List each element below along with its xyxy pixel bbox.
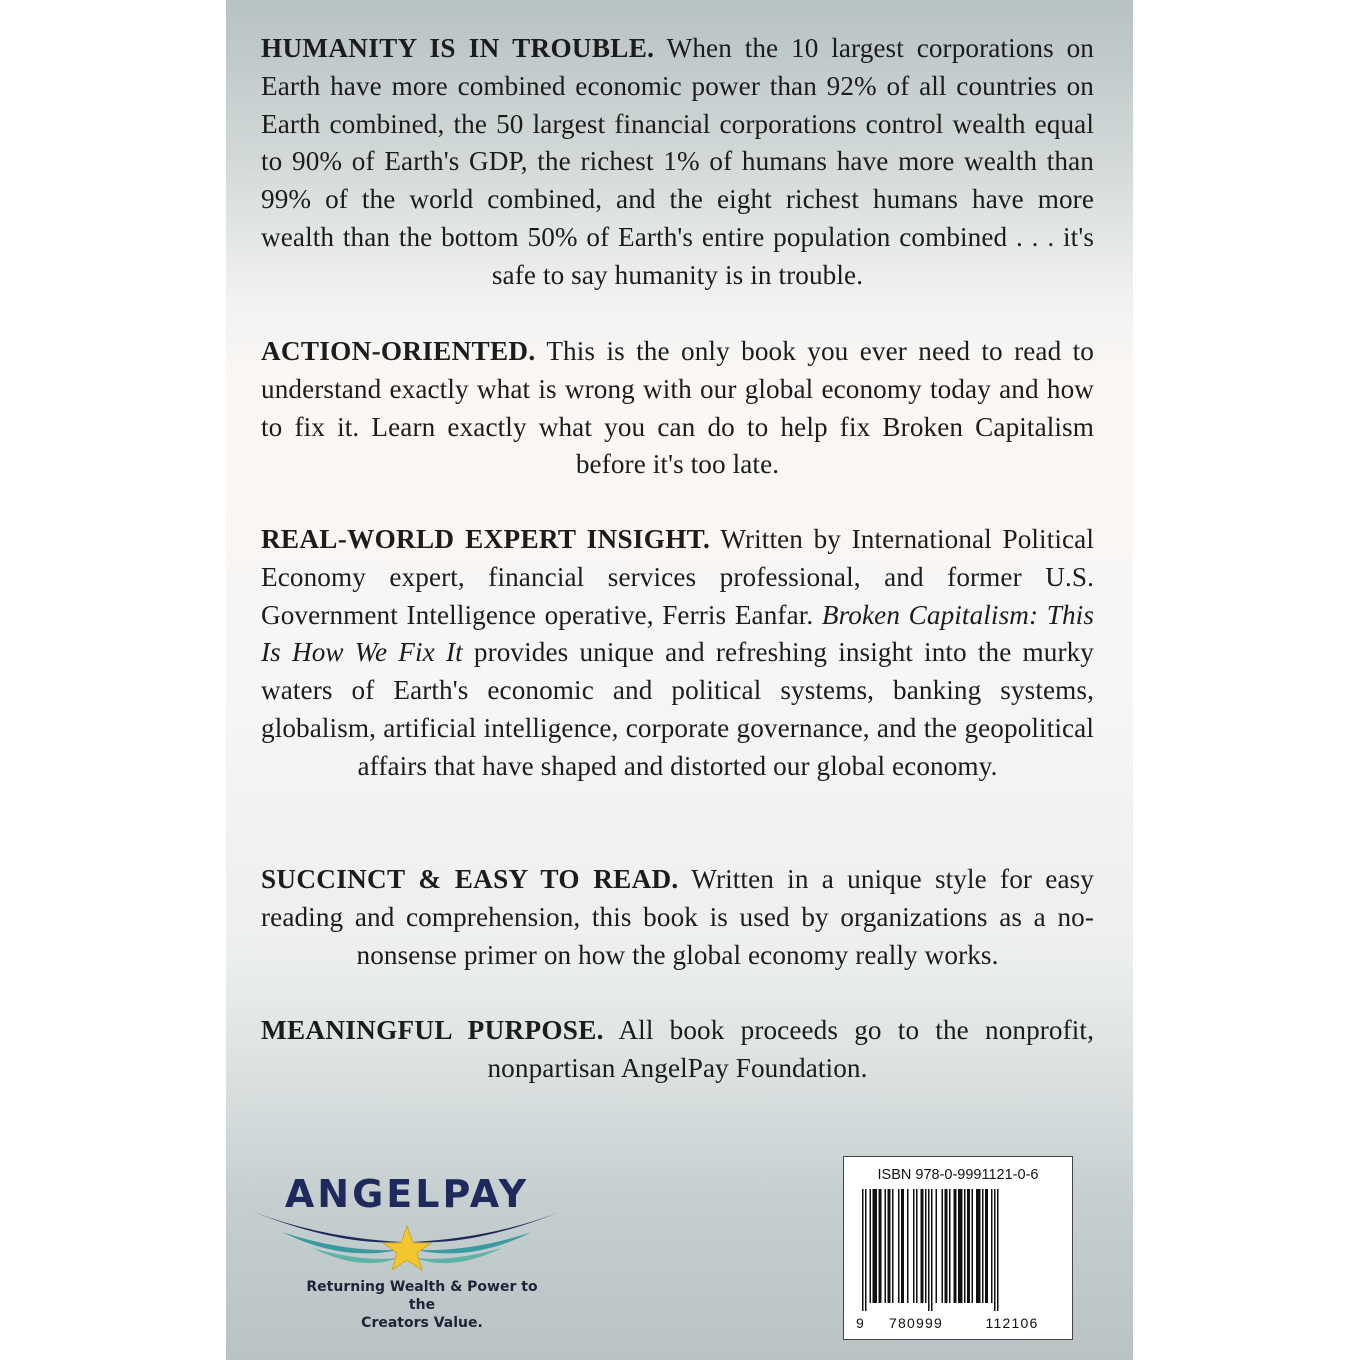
barcode-bar (892, 1189, 894, 1303)
book-back-cover (226, 0, 1133, 1360)
paragraph-humanity (261, 30, 1094, 295)
barcode-bar (958, 1189, 963, 1303)
barcode-bar (898, 1189, 900, 1303)
logo-tagline (292, 1278, 552, 1332)
barcode-bar (976, 1189, 981, 1303)
paragraph-succinct (261, 861, 1094, 974)
barcode-bar (913, 1189, 915, 1303)
barcode-bar (982, 1189, 984, 1303)
barcode-bar (994, 1189, 996, 1311)
barcode-digits-left: 780999 (889, 1315, 943, 1331)
barcode-bars (858, 1189, 1058, 1311)
heading-expert: REAL-WORLD EXPERT INSIGHT. (261, 524, 711, 554)
tagline-line-2: Creators Value. (361, 1315, 483, 1331)
star-icon (383, 1226, 431, 1270)
isbn-label: ISBN 978-0-9991121-0-6 (877, 1167, 1039, 1183)
barcode-bar (907, 1189, 909, 1303)
barcode-bar (885, 1189, 887, 1303)
tagline-line-1: Returning Wealth & Power to the (306, 1279, 538, 1313)
body-expert-after: provides unique and refreshing insight into the murky waters of Earth's economic and political systems, banking systems, globalism, artificial intelligence, corporate governance, and the geopolitical affairs that have shaped and distorted our global economy. (261, 637, 1094, 781)
barcode-bar (928, 1189, 930, 1311)
body-purpose: All book proceeds go to the nonprofit, nonpartisan AngelPay Foundation. (487, 1015, 1094, 1083)
logo-wordmark: ANGELPAY (284, 1172, 530, 1216)
barcode-bar (997, 1189, 999, 1311)
body-humanity: When the 10 largest corporations on Earth have more combined economic power than 92% of all countries on Earth combined, the 50 largest financial corporations control wealth equal to 90% of Earth's GDP, the richest 1% of humans have more wealth than 99% of the world combined, and the eight richest humans have more wealth than the bottom 50% of Earth's entire population combined . . . it's safe to say humanity is in trouble. (261, 33, 1094, 290)
barcode-bar (916, 1189, 918, 1303)
barcode-digits-right: 112106 (985, 1315, 1039, 1331)
barcode-bar (942, 1189, 944, 1303)
barcode-bar (954, 1189, 957, 1303)
body-succinct: Written in a unique style for easy reading and comprehension, this book is used by organizations as a no-nonsense primer on how the global economy really works. (261, 864, 1094, 970)
barcode-bar (862, 1189, 864, 1311)
heading-succinct: SUCCINCT & EASY TO READ. (261, 864, 679, 894)
heading-action: ACTION-ORIENTED. (261, 336, 536, 366)
barcode-digits (856, 1315, 1066, 1331)
barcode-bar (985, 1189, 988, 1303)
heading-purpose: MEANINGFUL PURPOSE. (261, 1015, 604, 1045)
barcode-bar (888, 1189, 891, 1303)
wings-icon (252, 1212, 562, 1276)
angelpay-logo (252, 1172, 562, 1331)
barcode-bar (865, 1189, 867, 1311)
barcode-bar (945, 1189, 948, 1303)
barcode-bar (921, 1189, 924, 1303)
barcode-bar (879, 1189, 882, 1303)
barcode-bar (991, 1189, 993, 1303)
barcode-bar (949, 1189, 951, 1303)
barcode-bar (901, 1189, 904, 1303)
barcode-bar (873, 1189, 878, 1303)
barcode-bar (931, 1189, 933, 1311)
paragraph-expert (261, 521, 1094, 786)
barcode-bar (936, 1189, 938, 1303)
barcode-bar (967, 1189, 970, 1303)
barcode-bar (972, 1189, 974, 1303)
body-expert-before: Written by International Political Economy expert, financial services professional, and former U.S. Government Intelligence operative, Ferris Eanfar. (261, 524, 1094, 630)
barcode-bar (870, 1189, 872, 1303)
barcode-bar (925, 1189, 927, 1303)
paragraph-purpose (261, 1012, 1094, 1088)
body-action: This is the only book you ever need to read to understand exactly what is wrong with our global economy today and how to fix it. Learn exactly what you can do to help fix Broken Capitalism before it's too late. (261, 336, 1094, 480)
heading-humanity: HUMANITY IS IN TROUBLE. (261, 33, 655, 63)
book-title-italic: Broken Capitalism: This Is How We Fix It (261, 599, 1095, 668)
isbn-barcode (843, 1156, 1073, 1340)
paragraph-action (261, 333, 1094, 484)
barcode-digit-first: 9 (856, 1315, 864, 1331)
barcode-bar (964, 1189, 966, 1303)
